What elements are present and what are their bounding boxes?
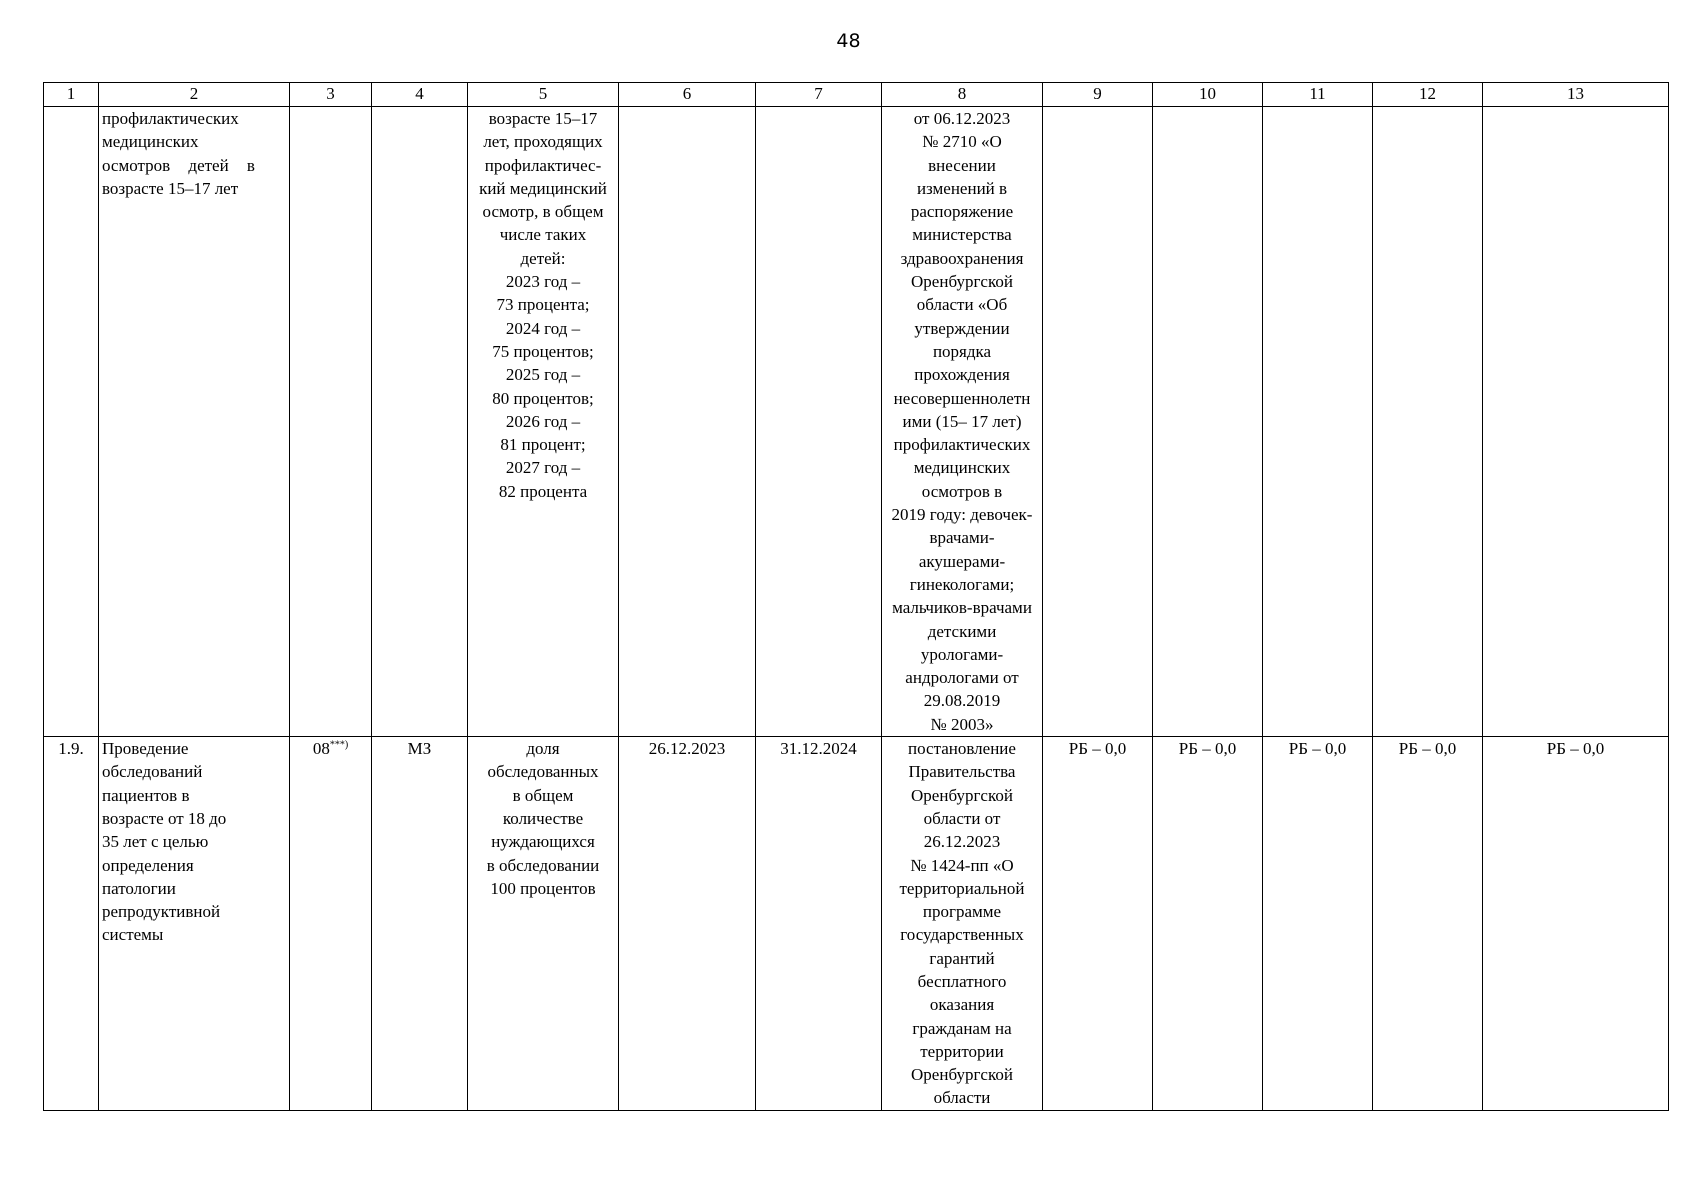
cell-executor — [372, 107, 468, 737]
table-row-1-9 — [44, 737, 1669, 1111]
cell-indicator — [468, 737, 619, 1111]
text-line: Правительства — [908, 762, 1016, 782]
text-line: кий медицинский — [479, 178, 607, 198]
text-line: осмотр, в общем — [482, 202, 604, 222]
cell-end-date — [756, 107, 882, 737]
text-line: постановление — [908, 739, 1016, 759]
text-line: мальчиков-врачами — [892, 598, 1032, 618]
cell-start-date: 26.12.2023 — [619, 737, 756, 1111]
text-line: количестве — [502, 808, 584, 828]
cell-funding-2024: РБ – 0,0 — [1153, 737, 1263, 1111]
cell-start-date — [619, 107, 756, 737]
cell-funding-2024 — [1153, 107, 1263, 737]
text-line: пациентов в — [102, 785, 190, 805]
text-line: прохождения — [914, 365, 1010, 385]
column-number: 5 — [468, 83, 619, 107]
cell-legal-act — [882, 107, 1043, 737]
text-line: 2027 год – — [505, 458, 581, 478]
column-number: 4 — [372, 83, 468, 107]
text-line: 82 процента — [498, 481, 588, 501]
cell-indicator — [468, 107, 619, 737]
text-line: осмотров в — [921, 481, 1003, 501]
cell-funding-2026: РБ – 0,0 — [1373, 737, 1483, 1111]
cell-code — [290, 737, 372, 1111]
text-line: 100 процентов — [490, 878, 596, 898]
cell-number: 1.9. — [44, 737, 99, 1111]
cell-number — [44, 107, 99, 737]
text-line: 29.08.2019 — [923, 691, 1001, 711]
text-line: министерства — [912, 225, 1012, 245]
table-row-continuation — [44, 107, 1669, 737]
text-line: гарантий — [929, 948, 995, 968]
text-line: здравоохранения — [900, 248, 1024, 268]
text-line: оказания — [929, 995, 995, 1015]
text-line: патологии — [102, 878, 176, 898]
text-line: гражданам на — [912, 1018, 1012, 1038]
text-line: от 06.12.2023 — [913, 109, 1011, 128]
text-line: области от — [923, 808, 1001, 828]
cell-executor: МЗ — [372, 737, 468, 1111]
text-line: Оренбургской — [911, 272, 1013, 292]
text-line: 2025 год – — [505, 365, 581, 385]
text-line: № 2710 «О — [922, 132, 1002, 152]
cell-activity-name — [99, 737, 290, 1111]
text-line: медицинских — [913, 458, 1011, 478]
text-line: Оренбургской — [911, 785, 1013, 805]
text-line: осмотров детей в — [102, 155, 255, 175]
column-number: 3 — [290, 83, 372, 107]
text-line: 2026 год – — [505, 411, 581, 431]
text-line: 73 процента; — [496, 295, 590, 315]
cell-funding-2023 — [1043, 107, 1153, 737]
text-line: числе таких — [499, 225, 587, 245]
column-number: 11 — [1263, 83, 1373, 107]
text-line: 2019 году: девочек- — [891, 505, 1033, 525]
text-line: области — [933, 1088, 991, 1108]
text-line: Проведение — [102, 739, 189, 759]
text-line: системы — [102, 925, 164, 945]
text-line: утверждении — [914, 318, 1010, 338]
text-line: № 1424-пп «О — [910, 855, 1014, 875]
text-line: области «Об — [916, 295, 1008, 315]
column-number: 2 — [99, 83, 290, 107]
cell-code — [290, 107, 372, 737]
text-line: возрасте от 18 до — [102, 808, 227, 828]
column-number: 13 — [1483, 83, 1669, 107]
text-line: 2023 год – — [505, 272, 581, 292]
text-line: профилактичес- — [484, 155, 602, 175]
column-number: 8 — [882, 83, 1043, 107]
text-line: детей: — [520, 248, 566, 268]
text-line: программе — [922, 902, 1002, 922]
code-value: 08 — [312, 739, 330, 759]
column-number: 6 — [619, 83, 756, 107]
footnote-marker: ***) — [329, 739, 349, 751]
cell-funding-2026 — [1373, 107, 1483, 737]
text-line: Оренбургской — [911, 1065, 1013, 1085]
text-line: внесении — [928, 155, 996, 175]
text-line: изменений в — [916, 178, 1008, 198]
text-line: 35 лет с целью — [102, 832, 209, 852]
text-line: в общем — [512, 785, 574, 805]
text-line: несовершеннолетн — [893, 388, 1031, 408]
column-number: 9 — [1043, 83, 1153, 107]
text-line: возрасте 15–17 — [488, 109, 598, 128]
text-line: урологами- — [920, 644, 1004, 664]
cell-funding-2025 — [1263, 107, 1373, 737]
text-line: распоряжение — [910, 202, 1014, 222]
program-table — [43, 82, 1669, 1111]
text-line: № 2003» — [930, 714, 994, 734]
text-line: государственных — [900, 925, 1024, 945]
text-line: профилактических — [102, 109, 239, 128]
cell-funding-2027 — [1483, 107, 1669, 737]
text-line: бесплатного — [917, 971, 1007, 991]
text-line: андрологами от — [905, 668, 1019, 688]
cell-funding-2023: РБ – 0,0 — [1043, 737, 1153, 1111]
cell-end-date: 31.12.2024 — [756, 737, 882, 1111]
text-line: детскими — [927, 621, 997, 641]
text-line: медицинских — [102, 132, 199, 152]
text-line: ими (15– 17 лет) — [902, 411, 1022, 431]
text-line: профилактических — [893, 435, 1031, 455]
text-line: 2024 год – — [505, 318, 581, 338]
text-line: акушерами- — [918, 551, 1006, 571]
text-line: репродуктивной — [102, 902, 221, 922]
column-number: 1 — [44, 83, 99, 107]
page-number: 48 — [836, 30, 861, 52]
column-number: 7 — [756, 83, 882, 107]
text-line: территории — [920, 1041, 1004, 1061]
text-line: 75 процентов; — [492, 341, 594, 361]
text-line: территориальной — [899, 878, 1025, 898]
text-line: порядка — [932, 341, 992, 361]
text-line: обследований — [102, 762, 203, 782]
cell-activity-name — [99, 107, 290, 737]
text-line: 26.12.2023 — [923, 832, 1001, 852]
column-number: 10 — [1153, 83, 1263, 107]
text-line: лет, проходящих — [483, 132, 603, 152]
text-line: возрасте 15–17 лет — [102, 178, 239, 198]
cell-funding-2025: РБ – 0,0 — [1263, 737, 1373, 1111]
text-line: определения — [102, 855, 194, 875]
cell-legal-act — [882, 737, 1043, 1111]
text-line: 81 процент; — [500, 435, 586, 455]
text-line: гинекологами; — [909, 574, 1015, 594]
text-line: 80 процентов; — [492, 388, 594, 408]
column-number-row — [44, 83, 1669, 107]
text-line: доля — [526, 739, 560, 759]
cell-funding-2027: РБ – 0,0 — [1483, 737, 1669, 1111]
text-line: обследованных — [487, 762, 599, 782]
text-line: врачами- — [929, 528, 995, 548]
column-number: 12 — [1373, 83, 1483, 107]
text-line: нуждающихся — [491, 832, 595, 852]
text-line: в обследовании — [486, 855, 600, 875]
